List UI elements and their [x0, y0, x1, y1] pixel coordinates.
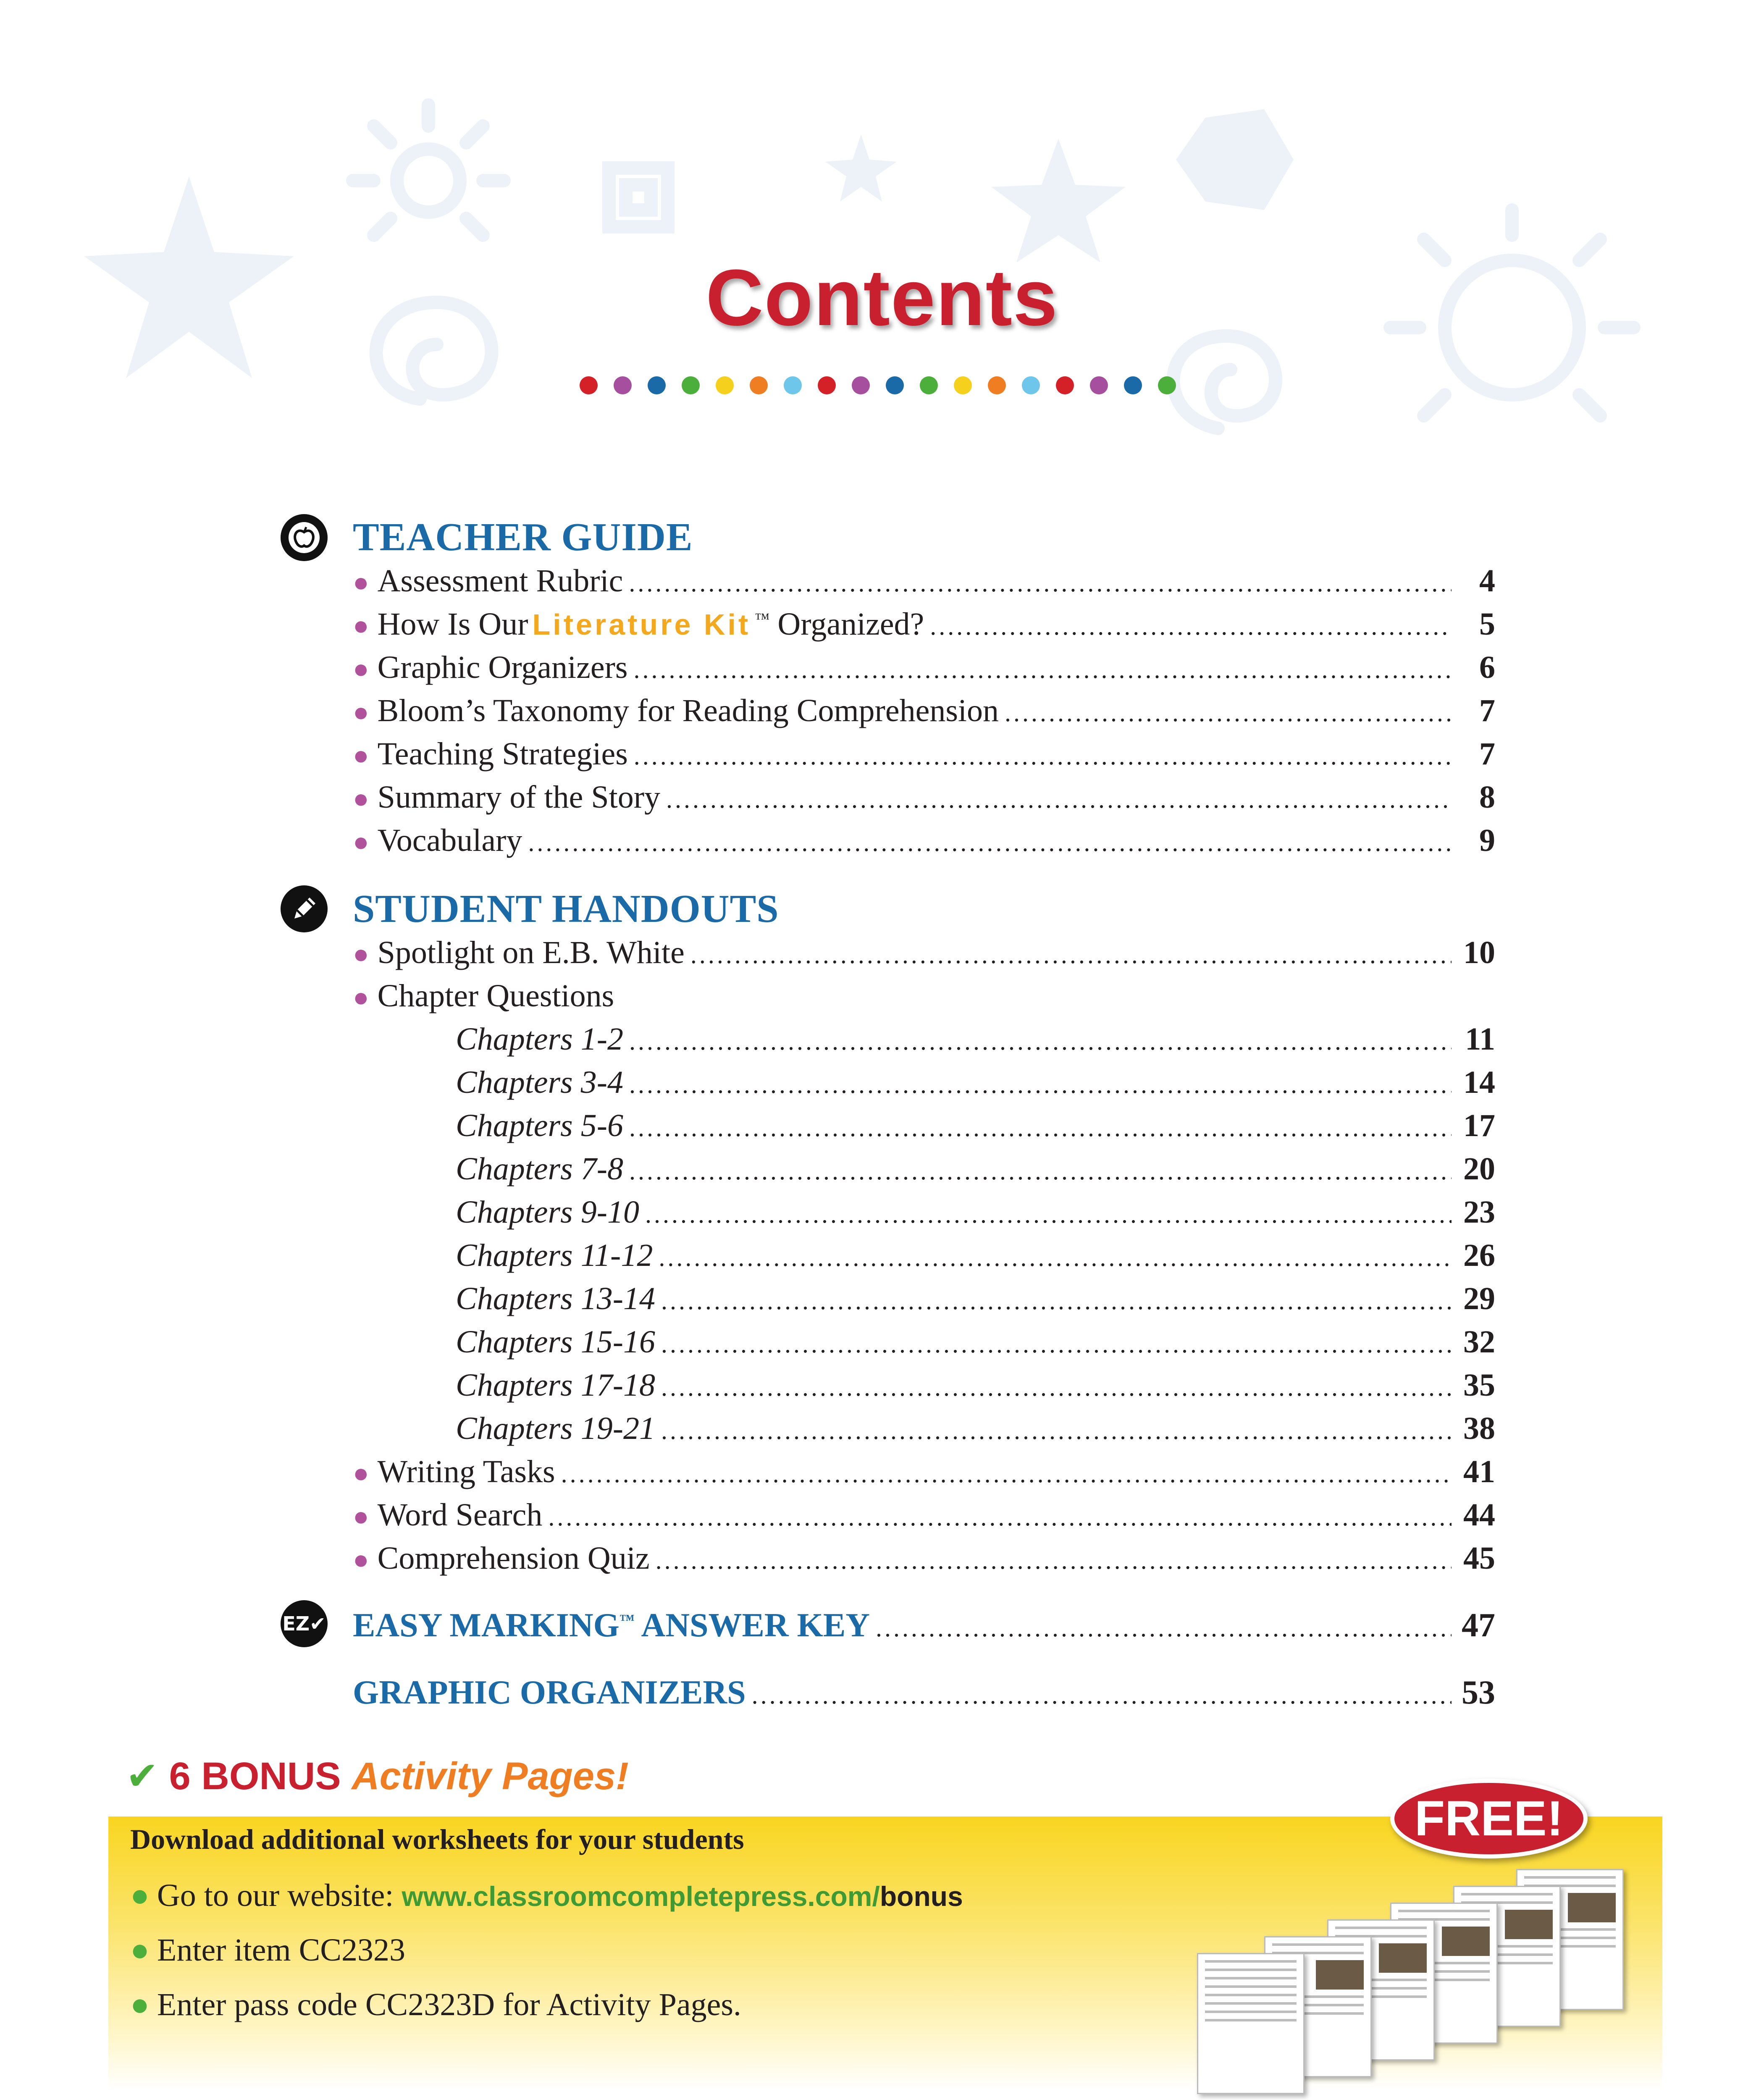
toc-chapter-entry[interactable]: Chapters 9-10 ..... 23 — [456, 1194, 1495, 1236]
student-handouts-heading: STUDENT HANDOUTS — [353, 887, 779, 931]
color-dot — [580, 376, 598, 394]
toc-chapter-entry[interactable]: Chapters 15-16 ..... 32 — [456, 1324, 1495, 1366]
bullet: ● — [353, 697, 369, 727]
bullet: ● — [353, 740, 369, 770]
color-dot — [920, 376, 938, 394]
toc-chapter-entry[interactable]: Chapters 3-4 ..... 14 — [456, 1064, 1495, 1106]
toc-entry[interactable]: ● Summary of the Story ..... 8 — [353, 779, 1495, 821]
page-title: Contents — [706, 253, 1058, 342]
toc-entry[interactable]: ● Word Search ..... 44 — [353, 1497, 1495, 1539]
color-dot — [852, 376, 870, 394]
color-dot — [682, 376, 700, 394]
toc-entry[interactable]: ● Comprehension Quiz ..... 45 — [353, 1540, 1495, 1582]
pencil-icon — [281, 885, 328, 932]
color-dot — [614, 376, 632, 394]
color-dot — [886, 376, 904, 394]
toc-chapter-entry[interactable]: Chapters 11-12 ..... 26 — [456, 1237, 1495, 1279]
bonus-lead: Download additional worksheets for your students — [130, 1823, 744, 1855]
free-badge: FREE! — [1390, 1779, 1588, 1858]
toc-chapter-entry[interactable]: Chapters 7-8 ..... 20 — [456, 1151, 1495, 1193]
toc-chapter-entry[interactable]: Chapters 5-6 ..... 17 — [456, 1108, 1495, 1150]
color-dot — [716, 376, 734, 394]
bullet: ● — [353, 784, 369, 814]
toc-chapter-entry[interactable]: Chapters 19-21 ..... 38 — [456, 1410, 1495, 1452]
toc-chapter-entry[interactable]: Chapters 1-2 ..... 11 — [456, 1021, 1495, 1063]
teacher-guide-heading: TEACHER GUIDE — [353, 515, 693, 559]
bullet: ● — [353, 1458, 369, 1488]
toc-chapter-entry[interactable]: Chapters 17-18 ..... 35 — [456, 1367, 1495, 1409]
color-dots-divider — [580, 376, 1176, 394]
color-dot — [750, 376, 768, 394]
color-dot — [1158, 376, 1176, 394]
bullet: ● — [353, 611, 369, 640]
color-dot — [784, 376, 802, 394]
toc-entry[interactable]: ● Bloom’s Taxonomy for Reading Comprehension ..... 7 — [353, 693, 1495, 735]
toc-entry[interactable]: ● Assessment Rubric ..... 4 — [353, 563, 1495, 605]
toc-chapter-entry[interactable]: Chapters 13-14 ..... 29 — [456, 1281, 1495, 1323]
bonus-title: ✔ 6 BONUS Activity Pages! — [126, 1755, 629, 1798]
color-dot — [954, 376, 972, 394]
toc-entry[interactable]: ● Graphic Organizers ..... 6 — [353, 649, 1495, 691]
color-dot — [1090, 376, 1108, 394]
bonus-website-line: ● Go to our website: www.classroomcompletepress.com/bonus — [130, 1878, 963, 1913]
toc-entry[interactable]: ● Spotlight on E.B. White ..... 10 — [353, 934, 1495, 976]
check-icon: ✔ — [126, 1755, 159, 1798]
bullet: ● — [353, 1545, 369, 1575]
toc-entry-chapter-questions[interactable]: ● Chapter Questions — [353, 978, 614, 1013]
toc-answer-key[interactable]: EASY MARKING™ ANSWER KEY ..... 47 — [353, 1606, 1495, 1645]
toc-entry[interactable]: ● Writing Tasks ..... 41 — [353, 1454, 1495, 1496]
color-dot — [648, 376, 666, 394]
bullet: ● — [353, 939, 369, 969]
bullet: ● — [353, 567, 369, 597]
toc-entry[interactable]: ● Vocabulary ..... 9 — [353, 822, 1495, 864]
ez-check-icon: EZ✔ — [281, 1600, 328, 1647]
apple-icon — [281, 514, 328, 561]
color-dot — [1124, 376, 1142, 394]
bullet: ● — [353, 982, 369, 1012]
bullet: ● — [353, 827, 369, 857]
color-dot — [818, 376, 836, 394]
worksheet-thumbnail — [1197, 1953, 1305, 2094]
color-dot — [988, 376, 1006, 394]
color-dot — [1022, 376, 1040, 394]
toc-graphic-organizers[interactable]: GRAPHIC ORGANIZERS ..... 53 — [353, 1674, 1495, 1712]
literature-kit-brand: Literature Kit — [532, 608, 751, 641]
bonus-url-link[interactable]: www.classroomcompletepress.com/bonus — [402, 1881, 963, 1912]
bullet: ● — [353, 654, 369, 684]
bullet: ● — [353, 1502, 369, 1531]
toc-entry[interactable]: ● Teaching Strategies ..... 7 — [353, 736, 1495, 778]
bonus-passcode-line: ● Enter pass code CC2323D for Activity Pages. — [130, 1987, 741, 2022]
toc-entry[interactable]: ● How Is Our Literature Kit ™ Organized? ..... 5 — [353, 606, 1495, 648]
color-dot — [1056, 376, 1074, 394]
bonus-item-line: ● Enter item CC2323 — [130, 1932, 405, 1968]
